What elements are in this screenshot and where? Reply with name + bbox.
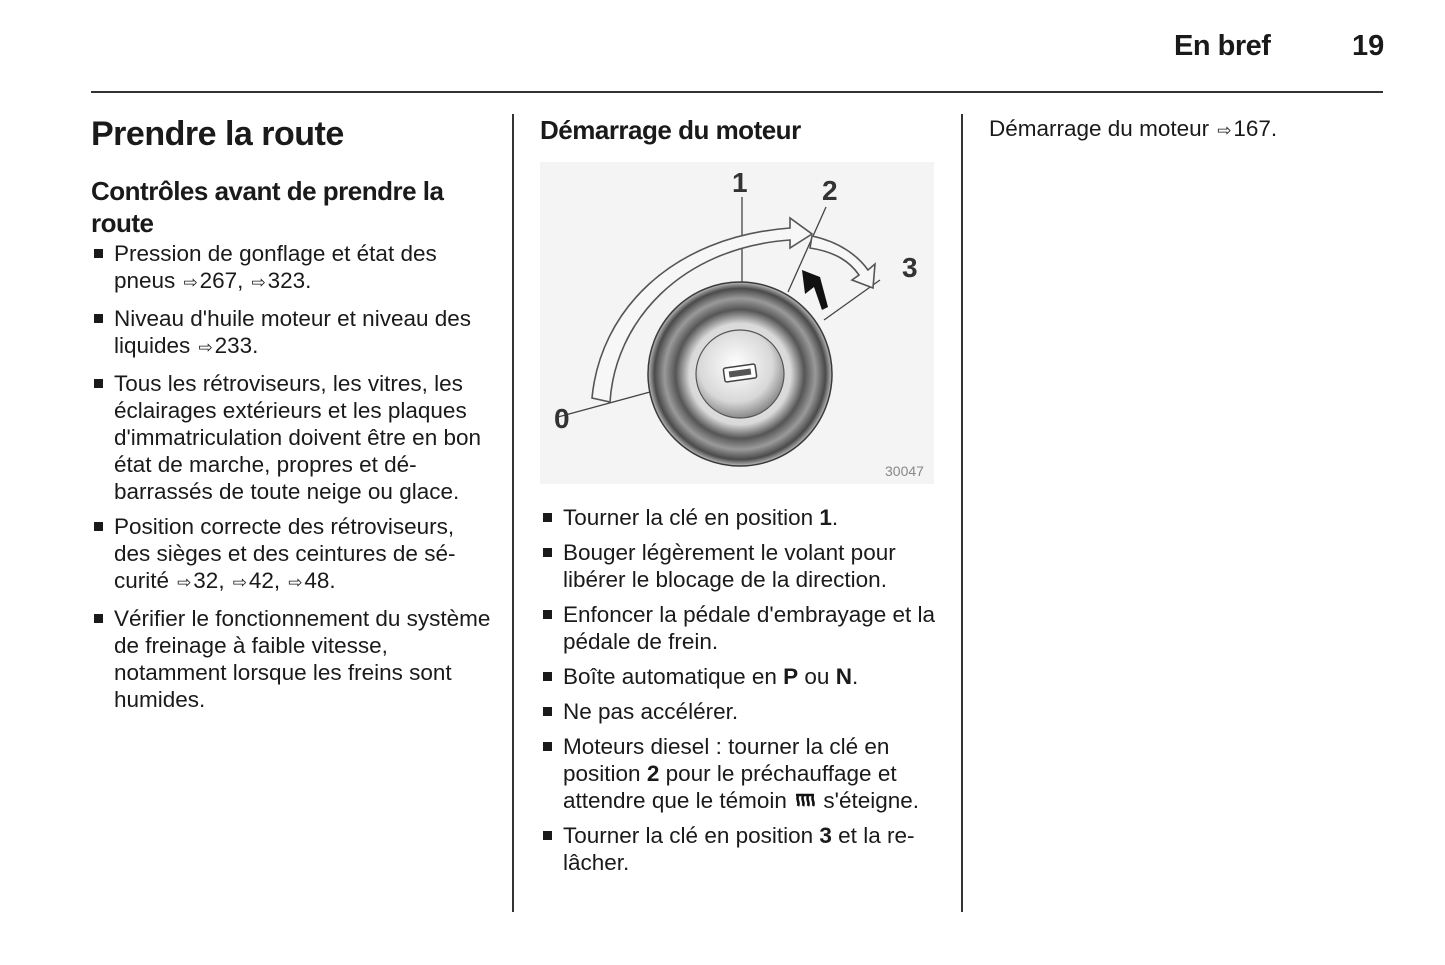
page-reference[interactable]: 167 [1233,116,1271,141]
list-item: Niveau d'huile moteur et niveau des liquides ⇨233. [91,305,491,362]
cross-reference-arrow-icon: ⇨ [177,573,192,593]
column-divider-2 [961,114,963,912]
return-arrow [802,270,828,310]
list-item: Tous les rétroviseurs, les vitres, les éclairages extérieurs et les plaques d'immatriculation doivent être en bon état de marche, propres et débarrassés de toute neige ou glace. [91,370,491,505]
page-reference[interactable]: 32 [193,568,219,593]
page-number: 19 [1352,30,1385,62]
middle-column [540,112,940,884]
checklist [91,240,491,713]
subsection-title: Contrôles avant de prendre la route [91,176,444,238]
list-item: Position correcte des rétroviseurs, des sièges et des ceintures de sécurité ⇨32, ⇨42, ⇨48. [91,513,491,597]
start-steps [540,504,940,876]
section-title: Prendre la route [91,115,344,153]
cross-reference-arrow-icon: ⇨ [198,338,213,358]
header-rule [91,91,1383,93]
figure-code: 30047 [885,463,924,479]
cross-reference-arrow-icon: ⇨ [183,273,198,293]
right-column [989,112,1389,145]
page-reference[interactable]: 48 [304,568,330,593]
page-reference[interactable]: 267 [199,268,238,293]
list-item: Tourner la clé en position 3 et la relâcher. [540,822,940,876]
list-item: Moteurs diesel : tourner la clé en position 2 pour le préchauffage et attendre que le témoin s'éteigne. [540,733,940,814]
cross-reference-arrow-icon: ⇨ [232,573,247,593]
list-item: Vérifier le fonctionnement du système de freinage à faible vitesse, notamment lorsque les freins sont humides. [91,605,491,713]
list-item: Tourner la clé en position 1. [540,504,940,531]
cross-reference-arrow-icon: ⇨ [1217,121,1232,141]
list-item: Pression de gonflage et état des pneus ⇨267, ⇨323. [91,240,491,297]
page-reference[interactable]: 233 [214,333,253,358]
position-label-0: 0 [554,403,570,434]
engine-start-title: Démarrage du moteur [540,115,801,145]
running-header-section: En bref [1174,30,1271,62]
cross-reference-text: Démarrage du moteur ⇨167. [989,112,1389,145]
glow-plug-indicator-icon [793,791,817,813]
ignition-switch-figure [540,162,934,484]
left-column [91,112,491,721]
list-item: Ne pas accélérer. [540,698,940,725]
cross-reference-arrow-icon: ⇨ [288,573,303,593]
position-label-1: 1 [732,167,748,198]
cross-reference-arrow-icon: ⇨ [251,273,266,293]
list-item: Enfoncer la pédale d'embrayage et la pédale de frein. [540,601,940,655]
page-reference[interactable]: 42 [248,568,274,593]
page-reference[interactable]: 323 [267,268,306,293]
position-label-2: 2 [822,175,838,206]
ignition-switch-illustration [540,162,934,484]
column-divider-1 [512,114,514,912]
list-item: Bouger légèrement le volant pour libérer le blocage de la direction. [540,539,940,593]
list-item: Boîte automatique en P ou N. [540,663,940,690]
position-label-3: 3 [902,252,918,283]
